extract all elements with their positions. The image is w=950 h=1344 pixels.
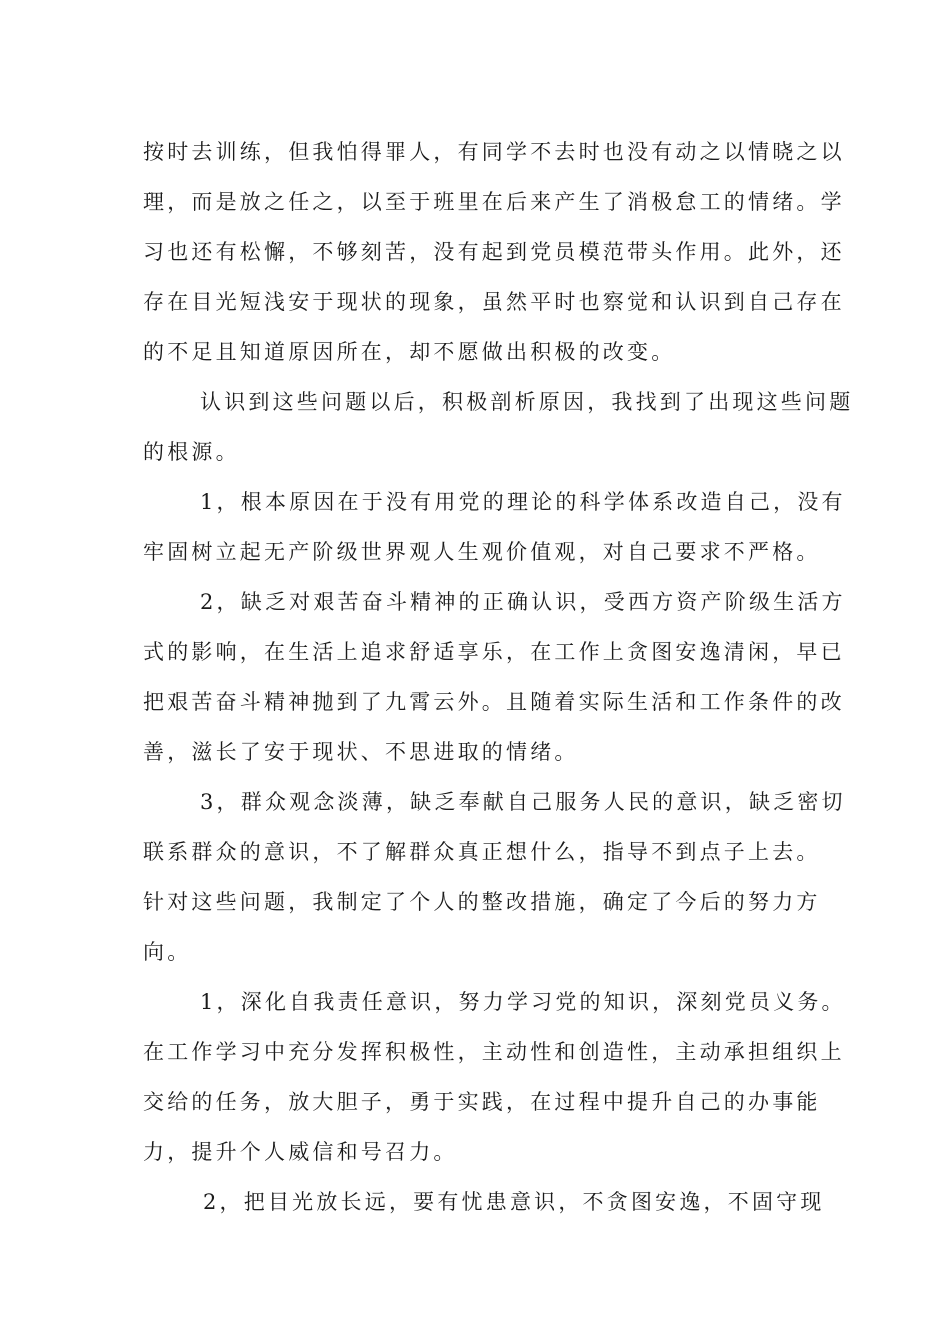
- text-line: 2，把目光放长远，要有忧患意识，不贪图安逸，不固守现: [203, 1190, 825, 1214]
- text-line: 向。: [143, 940, 192, 964]
- text-line: 1，深化自我责任意识，努力学习党的知识，深刻党员义务。: [200, 990, 846, 1014]
- text-line: 牢固树立起无产阶级世界观人生观价值观，对自己要求不严格。: [143, 540, 821, 564]
- text-line: 3，群众观念淡薄，缺乏奉献自己服务人民的意识，缺乏密切: [200, 790, 846, 814]
- text-line: 的不足且知道原因所在，却不愿做出积极的改变。: [143, 340, 676, 364]
- text-line: 式的影响，在生活上追求舒适享乐，在工作上贪图安逸清闲，早已: [143, 640, 845, 664]
- text-line: 1，根本原因在于没有用党的理论的科学体系改造自己，没有: [200, 490, 846, 514]
- text-line: 联系群众的意识，不了解群众真正想什么，指导不到点子上去。: [143, 840, 821, 864]
- text-line: 按时去训练，但我怕得罪人，有同学不去时也没有动之以情晓之以: [143, 140, 845, 164]
- text-line: 2，缺乏对艰苦奋斗精神的正确认识，受西方资产阶级生活方: [200, 590, 846, 614]
- text-line: 善，滋长了安于现状、不思进取的情绪。: [143, 740, 579, 764]
- text-line: 的根源。: [143, 440, 240, 464]
- text-line: 认识到这些问题以后，积极剖析原因，我找到了出现这些问题: [200, 390, 854, 414]
- text-line: 存在目光短浅安于现状的现象，虽然平时也察觉和认识到自己存在: [143, 290, 845, 314]
- text-line: 针对这些问题，我制定了个人的整改措施，确定了今后的努力方: [143, 890, 821, 914]
- text-line: 在工作学习中充分发挥积极性，主动性和创造性，主动承担组织上: [143, 1040, 845, 1064]
- text-line: 把艰苦奋斗精神抛到了九霄云外。且随着实际生活和工作条件的改: [143, 690, 845, 714]
- text-line: 交给的任务，放大胆子，勇于实践，在过程中提升自己的办事能: [143, 1090, 821, 1114]
- text-line: 习也还有松懈，不够刻苦，没有起到党员模范带头作用。此外，还: [143, 240, 845, 264]
- text-line: 力，提升个人威信和号召力。: [143, 1140, 458, 1164]
- text-line: 理，而是放之任之，以至于班里在后来产生了消极怠工的情绪。学: [143, 190, 845, 214]
